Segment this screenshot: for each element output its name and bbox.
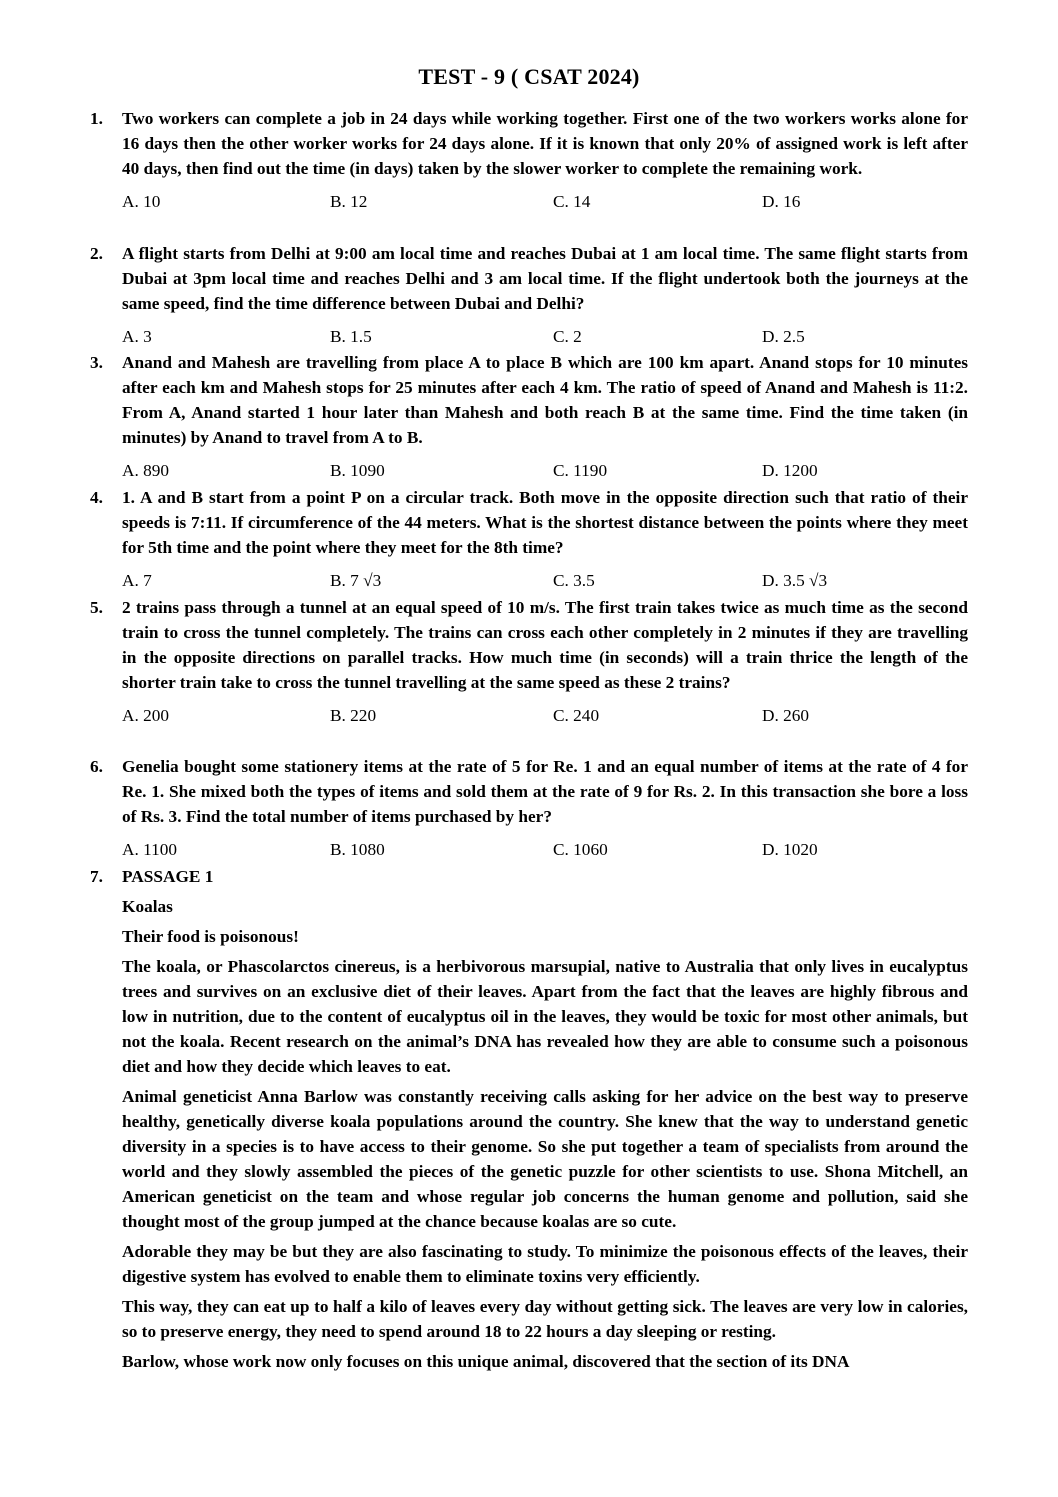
- passage-section: [90, 864, 968, 1374]
- question-text: 2 trains pass through a tunnel at an equal speed of 10 m/s. The first train takes twice as much time as the second train to cross the tunnel completely. The trains can cross each other completely in 2 minutes if they are travelling in the opposite directions on parallel tracks. How much time (in seconds) will a train thrice the length of the shorter train take to cross the tunnel travelling at the same speed as these 2 trains?: [122, 598, 968, 692]
- question-number: 1.: [90, 109, 103, 128]
- page-title: TEST - 9 ( CSAT 2024): [418, 64, 640, 89]
- question-6: [90, 754, 968, 862]
- passage-body: [90, 954, 968, 1374]
- answer-options: [122, 568, 968, 593]
- question-text: A flight starts from Delhi at 9:00 am local time and reaches Dubai at 1 am local time. The same flight starts from Dubai at 3pm local time and reaches Delhi and 3 am local time. If the flight undertook both the journeys at the same speed, find the time difference between Dubai and Delhi?: [122, 244, 968, 313]
- passage-paragraph: This way, they can eat up to half a kilo of leaves every day without getting sick. The leaves are very low in calories, so to preserve energy, they need to spend around 18 to 22 hours a day sleeping or resting.: [122, 1297, 968, 1341]
- option-c: C. 14: [553, 192, 591, 211]
- question-5: [90, 595, 968, 728]
- option-d: D. 2.5: [762, 327, 805, 346]
- option-a: A. 200: [122, 706, 170, 725]
- question-text: Two workers can complete a job in 24 days while working together. First one of the two workers works alone for 16 days then the other worker works for 24 days alone. If it is known that only 20% of assigned work is left after 40 days, then find out the time (in days) taken by the slower worker to complete the remaining work.: [122, 109, 968, 178]
- question-number: 3.: [90, 353, 103, 372]
- option-d: D. 1200: [762, 461, 818, 480]
- passage-heading: Koalas: [122, 897, 173, 916]
- question-1: [90, 106, 968, 214]
- question-number: 7.: [90, 867, 103, 886]
- option-c: C. 2: [553, 327, 582, 346]
- option-a: A. 7: [122, 571, 152, 590]
- answer-options: [122, 458, 968, 483]
- question-text: Genelia bought some stationery items at the rate of 5 for Re. 1 and an equal number of items at the rate of 4 for Re. 1. She mixed both the types of items and sold them at the rate of 9 for Rs. 2. In this transaction she bore a loss of Rs. 3. Find the total number of items purchased by her?: [122, 757, 968, 826]
- passage-paragraph: Barlow, whose work now only focuses on this unique animal, discovered that the section of its DNA: [122, 1352, 850, 1371]
- question-number: 2.: [90, 244, 103, 263]
- option-a: A. 890: [122, 461, 170, 480]
- passage-paragraph: The koala, or Phascolarctos cinereus, is a herbivorous marsupial, native to Australia that only lives in eucalyptus trees and survives on an exclusive diet of their leaves. Apart from the fact that the leaves are highly fibrous and low in nutrition, due to the content of eucalyptus oil in the leaves, they would be toxic for most other animals, but not the koala. Recent research on the animal’s DNA has revealed how they are able to consume such a poisonous diet and how they decide which leaves to eat.: [122, 957, 968, 1076]
- passage-paragraph: Adorable they may be but they are also fascinating to study. To minimize the poisonous effects of the leaves, their digestive system has evolved to enable them to eliminate toxins very efficiently.: [122, 1242, 968, 1286]
- question-3: [90, 350, 968, 483]
- option-b: B. 1.5: [330, 327, 372, 346]
- option-b: B. 1090: [330, 461, 385, 480]
- passage-paragraph: Animal geneticist Anna Barlow was constantly receiving calls asking for her advice on the best way to preserve healthy, genetically diverse koala populations around the country. She knew that the way to understand genetic diversity in a species is to have access to their genome. So she put together a team of specialists from around the world and they slowly assembled the pieces of the genetic puzzle for other scientists to use. Shona Mitchell, an American geneticist on the team and whose regular job concerns the human genome and pollution, said she thought most of the group jumped at the chance because koalas are so cute.: [122, 1087, 968, 1231]
- question-number: 6.: [90, 757, 103, 776]
- question-text: Anand and Mahesh are travelling from place A to place B which are 100 km apart. Anand stops for 10 minutes after each km and Mahesh stops for 25 minutes after each 4 km. The ratio of speed of Anand and Mahesh is 11:2. From A, Anand started 1 hour later than Mahesh and both reach B at the same time. Find the time taken (in minutes) by Anand to travel from A to B.: [122, 353, 968, 447]
- option-d: D. 1020: [762, 840, 818, 859]
- passage-label: PASSAGE 1: [122, 867, 214, 886]
- option-b: B. 1080: [330, 840, 385, 859]
- option-d: D. 16: [762, 192, 801, 211]
- option-c: C. 240: [553, 706, 600, 725]
- answer-options: [122, 189, 968, 214]
- question-number: 5.: [90, 598, 103, 617]
- option-d: D. 260: [762, 706, 810, 725]
- option-c: C. 1060: [553, 840, 608, 859]
- option-a: A. 10: [122, 192, 161, 211]
- option-a: A. 3: [122, 327, 152, 346]
- answer-options: [122, 703, 968, 728]
- question-2: [90, 241, 968, 349]
- option-b: B. 220: [330, 706, 377, 725]
- question-text: 1. A and B start from a point P on a circular track. Both move in the opposite direction such that ratio of their speeds is 7:11. If circumference of the 44 meters. What is the shortest distance between the points where they meet for 5th time and the point where they meet for the 8th time?: [122, 488, 968, 557]
- option-b: B. 7 √3: [330, 571, 382, 590]
- option-d: D. 3.5 √3: [762, 571, 828, 590]
- question-number: 4.: [90, 488, 103, 507]
- option-b: B. 12: [330, 192, 368, 211]
- question-4: [90, 485, 968, 593]
- passage-subheading: Their food is poisonous!: [122, 927, 299, 946]
- answer-options: [122, 837, 968, 862]
- option-c: C. 3.5: [553, 571, 595, 590]
- option-c: C. 1190: [553, 461, 608, 480]
- option-a: A. 1100: [122, 840, 178, 859]
- answer-options: [122, 324, 968, 349]
